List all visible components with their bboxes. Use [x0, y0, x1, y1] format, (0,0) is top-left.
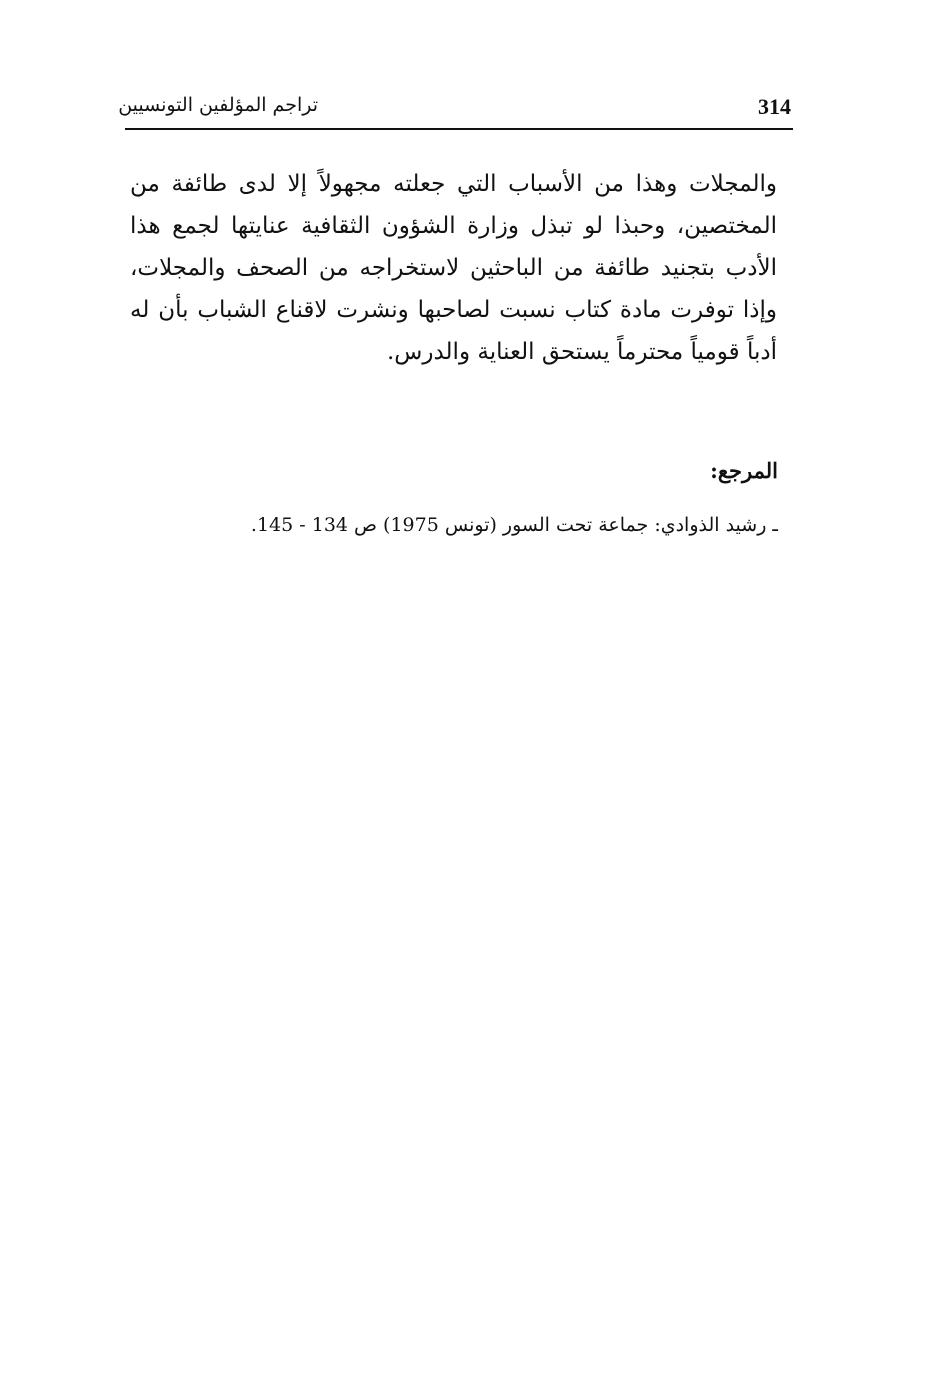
body-paragraph	[130, 163, 777, 373]
running-title: تراجم المؤلفين التونسيين	[118, 94, 318, 116]
body-line: أدباً قومياً محترماً يستحق العناية والدرس.	[386, 339, 777, 365]
reference-item: ـ رشيد الذوادي: جماعة تحت السور (تونس 1975) ص 134 - 145.	[250, 514, 778, 536]
header-rule	[125, 128, 793, 130]
body-line: الأدب بتجنيد طائفة من الباحثين لاستخراجه من الصحف والمجلات،	[130, 255, 777, 281]
body-line: المختصين، وحبذا لو تبذل وزارة الشؤون الثقافية عنايتها لجمع هذا	[130, 213, 777, 239]
page-number: 314	[758, 94, 791, 119]
reference-heading: المرجع:	[710, 458, 778, 483]
page-header	[118, 86, 793, 126]
body-line: والمجلات وهذا من الأسباب التي جعلته مجهولاً إلا لدى طائفة من	[130, 171, 777, 197]
body-line: وإذا توفرت مادة كتاب نسبت لصاحبها ونشرت لاقناع الشباب بأن له	[130, 297, 777, 323]
